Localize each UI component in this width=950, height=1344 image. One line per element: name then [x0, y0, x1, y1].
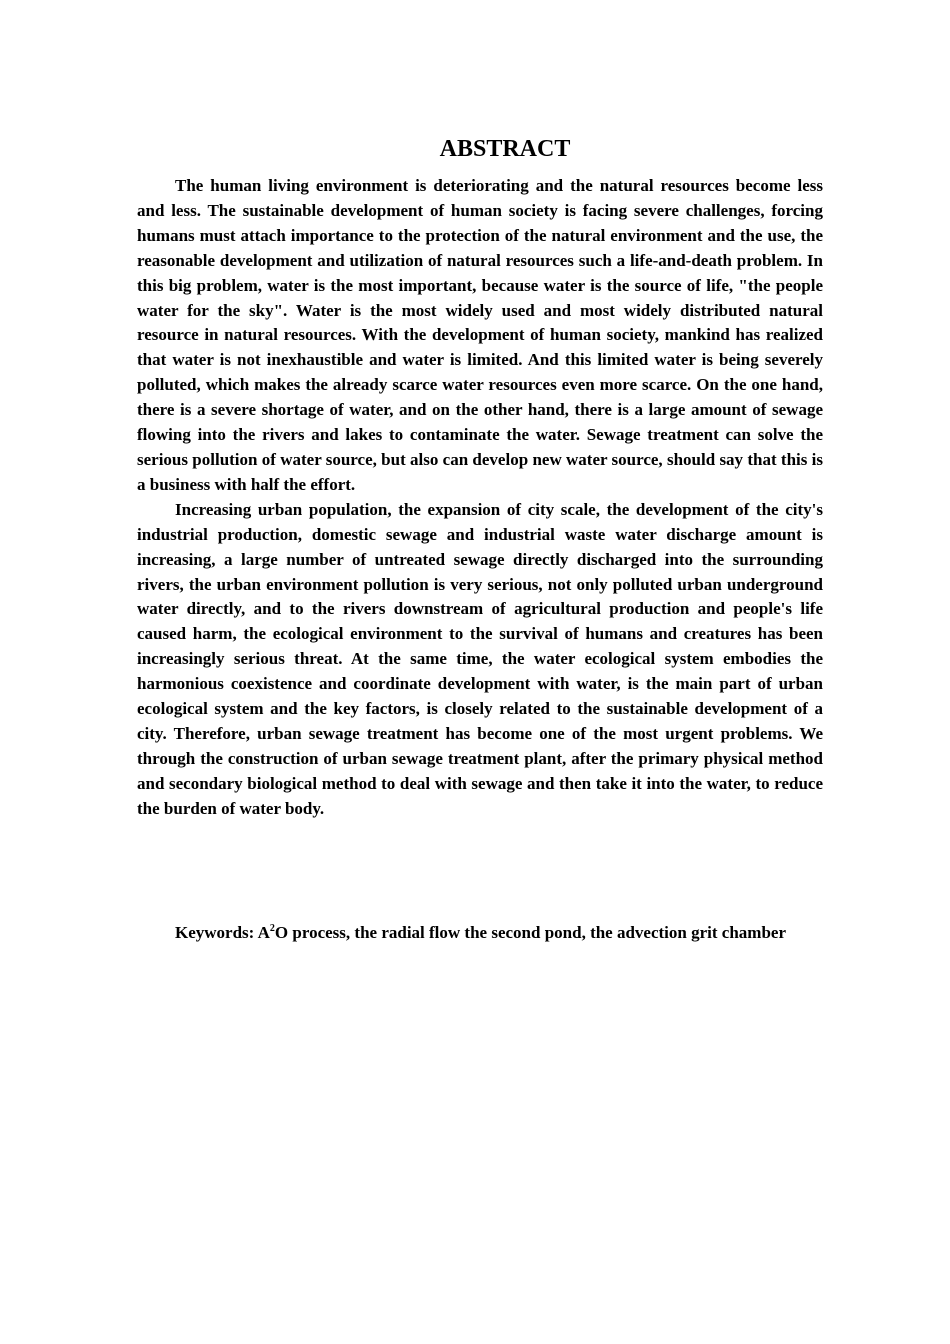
keywords-process-a: A	[257, 923, 270, 942]
keywords-process-superscript: 2	[269, 923, 275, 934]
keywords-label: Keywords:	[175, 923, 255, 942]
abstract-paragraph-1: The human living environment is deteriorating and the natural resources become less and less. The sustainable development of human society is facing severe challenges, forcing humans must attach importance to the protection of the natural environment and the use, the reasonable development and utilization of natural resources such a life-and-death problem. In this big problem, water is the most important, because water is the source of life, "the people water for the sky". Water is the most widely used and most widely distributed natural resource in natural resources. With the development of human society, mankind has realized that water is not inexhaustible and water is limited. And this limited water is being severely polluted, which makes the already scarce water resources even more scarce. On the one hand, there is a severe shortage of water, and on the other hand, there is a large amount of sewage flowing into the rivers and lakes to contaminate the water. Sewage treatment can solve the serious pollution of water source, but also can develop new water source, should say that this is a business with half the effort.	[137, 176, 823, 494]
abstract-body	[137, 174, 823, 822]
keywords-line	[137, 921, 861, 946]
abstract-paragraph-2: Increasing urban population, the expansion of city scale, the development of the city's industrial production, domestic sewage and industrial waste water discharge amount is increasing, a large number of untreated sewage directly discharged into the surrounding rivers, the urban environment pollution is very serious, not only polluted urban underground water directly, and to the rivers downstream of agricultural production and people's life caused harm, the ecological environment to the survival of humans and creatures has been increasingly serious threat. At the same time, the water ecological system embodies the harmonious coexistence and coordinate development with water, is the main part of urban ecological system and the key factors, is closely related to the sustainable development of a city. Therefore, urban sewage treatment has become one of the most urgent problems. We through the construction of urban sewage treatment plant, after the primary physical method and secondary biological method to deal with sewage and then take it into the water, to reduce the burden of water body.	[137, 499, 823, 818]
keywords-process-rest: O process, the radial flow the second pond, the advection grit chamber	[274, 923, 787, 942]
abstract-title: ABSTRACT	[439, 136, 571, 162]
